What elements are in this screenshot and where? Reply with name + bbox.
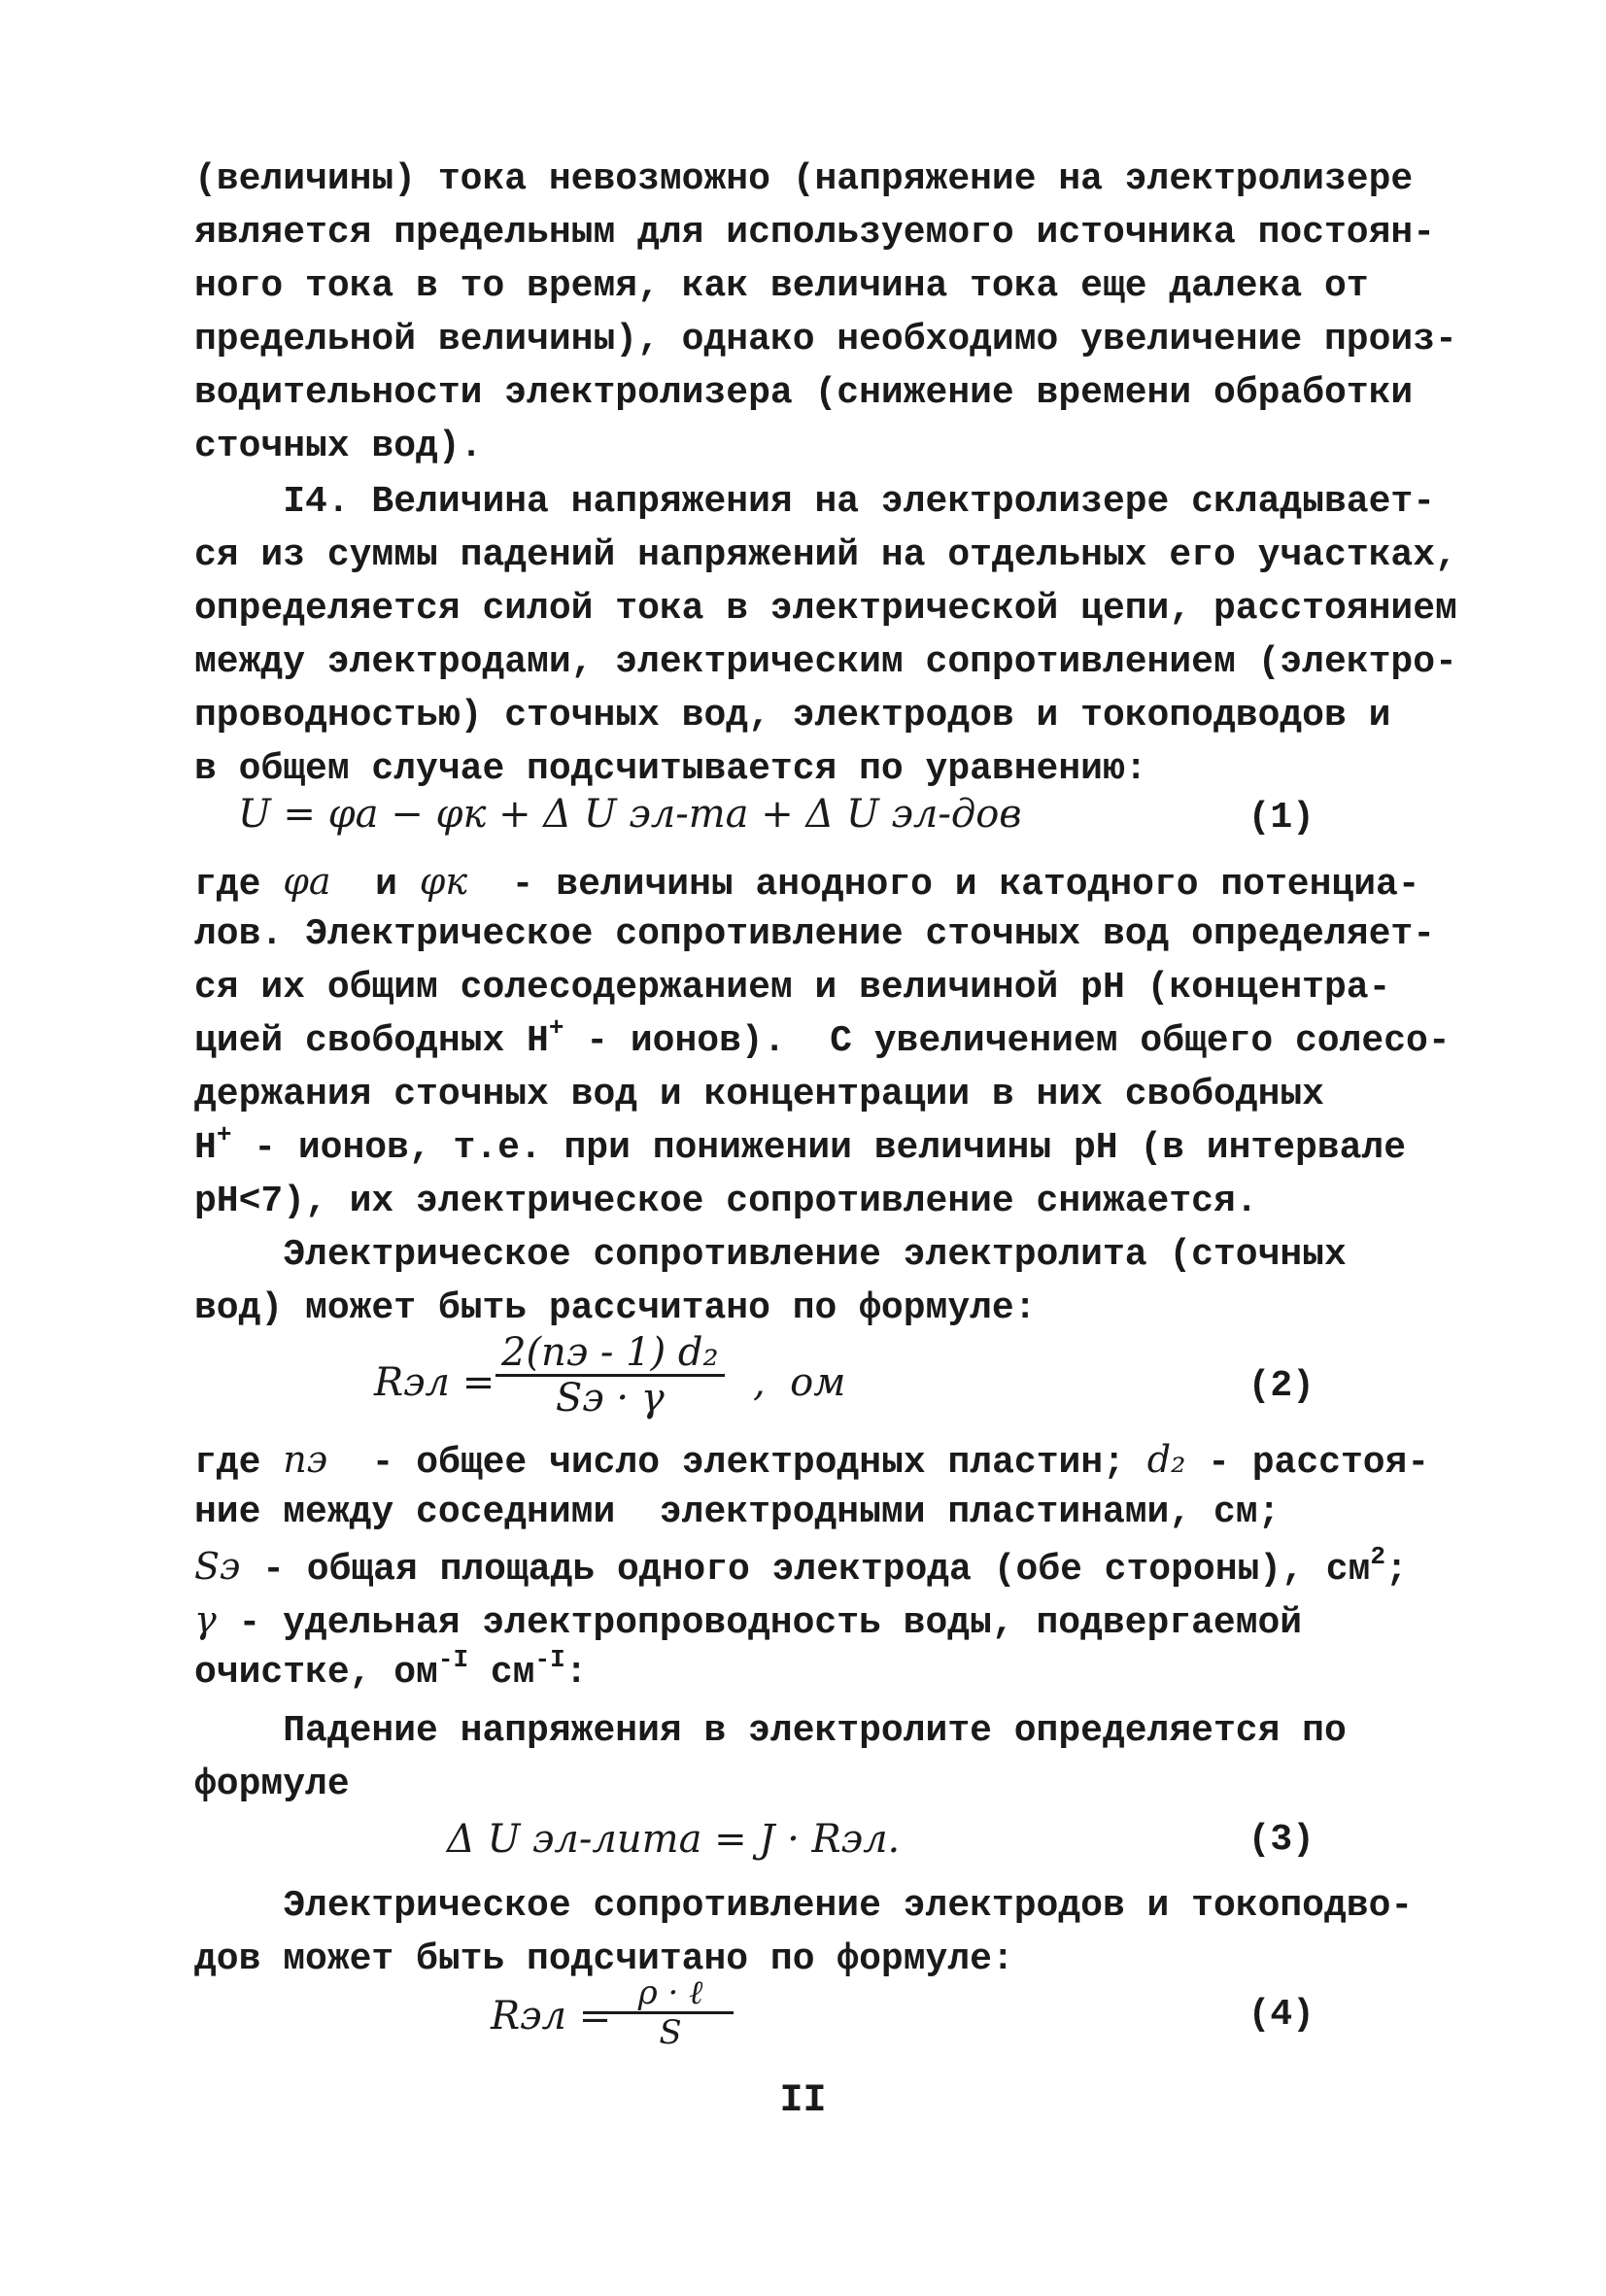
text-line: предельной величины), однако необходимо увеличение произ- [194,319,1457,360]
superscript: 2 [1370,1542,1385,1571]
text-line [194,1593,1302,1650]
text-line: ного тока в то время, как величина тока еще далека от [194,265,1369,307]
text-segment: : [564,1652,588,1694]
text-line: держания сточных вод и концентрации в них свободных [194,1074,1324,1115]
text-line: ся из суммы падений напряжений на отдельных его участках, [194,534,1457,576]
fraction-denominator: Sэ · γ [555,1376,665,1421]
where-line-2 [194,1433,1429,1490]
text-line [194,1647,588,1699]
formula-2-lhs: Rэл = [374,1360,495,1405]
superscript: + [216,1120,232,1149]
text-line: pH<7), их электрическое сопротивление снижается. [194,1181,1258,1222]
n-electrodes-symbol: nэ [283,1438,327,1481]
where-line-1 [194,855,1420,911]
text-line: водительности электролизера (снижение времени обработки [194,372,1414,414]
superscript: + [548,1013,564,1043]
text-line: дов может быть подсчитано по формуле: [194,1938,1014,1980]
text-segment: - расстоя- [1185,1442,1430,1484]
text-segment: цией свободных H [194,1020,549,1062]
text-segment: - общая площадь одного электрода (обе стороны), см [262,1549,1371,1591]
formula-4-fraction [607,1974,734,2051]
text-line: между электродами, электрическим сопротивлением (электро- [194,641,1457,683]
text-line: в общем случае подсчитывается по уравнению: [194,748,1147,790]
text-line: ся их общим солесодержанием и величиной pH (концентра- [194,967,1391,1009]
text-segment: H [194,1127,217,1169]
text-segment: ; [1384,1549,1408,1591]
text-line [194,1540,1408,1596]
text-segment: - ионов). С увеличением общего солесо- [564,1020,1451,1062]
text-line [194,1122,1406,1175]
equation-number-1: (1) [1247,797,1315,839]
formula-4-lhs: Rэл = [491,1994,612,2039]
where-prefix: где [194,1442,261,1484]
superscript: -I [534,1645,565,1674]
where-rest: - величины анодного и катодного потенциа- [467,864,1420,906]
fraction-numerator: 2(nэ - 1) d₂ [501,1330,719,1375]
formula-2-fraction [495,1331,725,1420]
text-line: лов. Электрическое сопротивление сточных вод определяет- [194,913,1436,955]
equation-number-3: (3) [1247,1819,1315,1861]
text-line [194,1015,1451,1068]
text-line: Электрическое сопротивление электродов и токоподво- [194,1885,1414,1927]
text-line: Падение напряжения в электролите определяется по [194,1710,1347,1752]
and-word: и [375,864,397,906]
text-segment: очистке, ом [194,1652,438,1694]
phi-cathode-symbol: φк [419,860,468,903]
s-electrode-symbol: Sэ [194,1545,241,1588]
formula-2-unit: , ом [753,1360,846,1405]
page-number: II [779,2079,827,2123]
text-line: формуле [194,1764,350,1805]
text-segment: - общее число электродных пластин; [327,1442,1125,1484]
text-line: вод) может быть рассчитано по формуле: [194,1287,1037,1329]
text-line: проводностью) сточных вод, электродов и токоподводов и [194,695,1391,737]
text-segment: - удельная электропроводность воды, подвергаемой [216,1602,1303,1644]
text-segment: см [468,1652,535,1694]
d2-symbol: d₂ [1146,1438,1186,1481]
fraction-denominator: S [659,2013,682,2052]
text-line: сточных вод). [194,426,483,467]
text-line: ние между соседними электродными пластинами, см; [194,1491,1281,1533]
text-line: I4. Величина напряжения на электролизере складывает- [194,481,1436,523]
superscript: -I [437,1645,469,1674]
phi-anode-symbol: φа [283,860,331,903]
text-line: Электрическое сопротивление электролита (сточных [194,1234,1347,1276]
gamma-symbol: γ [194,1598,217,1641]
formula-1: U = φa − φк + Δ U эл-та + Δ U эл-дов [238,792,1022,837]
equation-number-2: (2) [1247,1365,1315,1407]
equation-number-4: (4) [1247,1994,1315,2036]
text-line: является предельным для используемого источника постоян- [194,212,1436,254]
text-segment: - ионов, т.е. при понижении величины pH (в интервале [231,1127,1407,1169]
text-line: (величины) тока невозможно (напряжение на электролизере [194,158,1414,200]
where-prefix: где [194,864,261,906]
text-line: определяется силой тока в электрической цепи, расстоянием [194,588,1457,630]
formula-3: Δ U эл-лита = J · Rэл. [447,1817,901,1862]
fraction-numerator: ρ · ℓ [637,1973,703,2012]
